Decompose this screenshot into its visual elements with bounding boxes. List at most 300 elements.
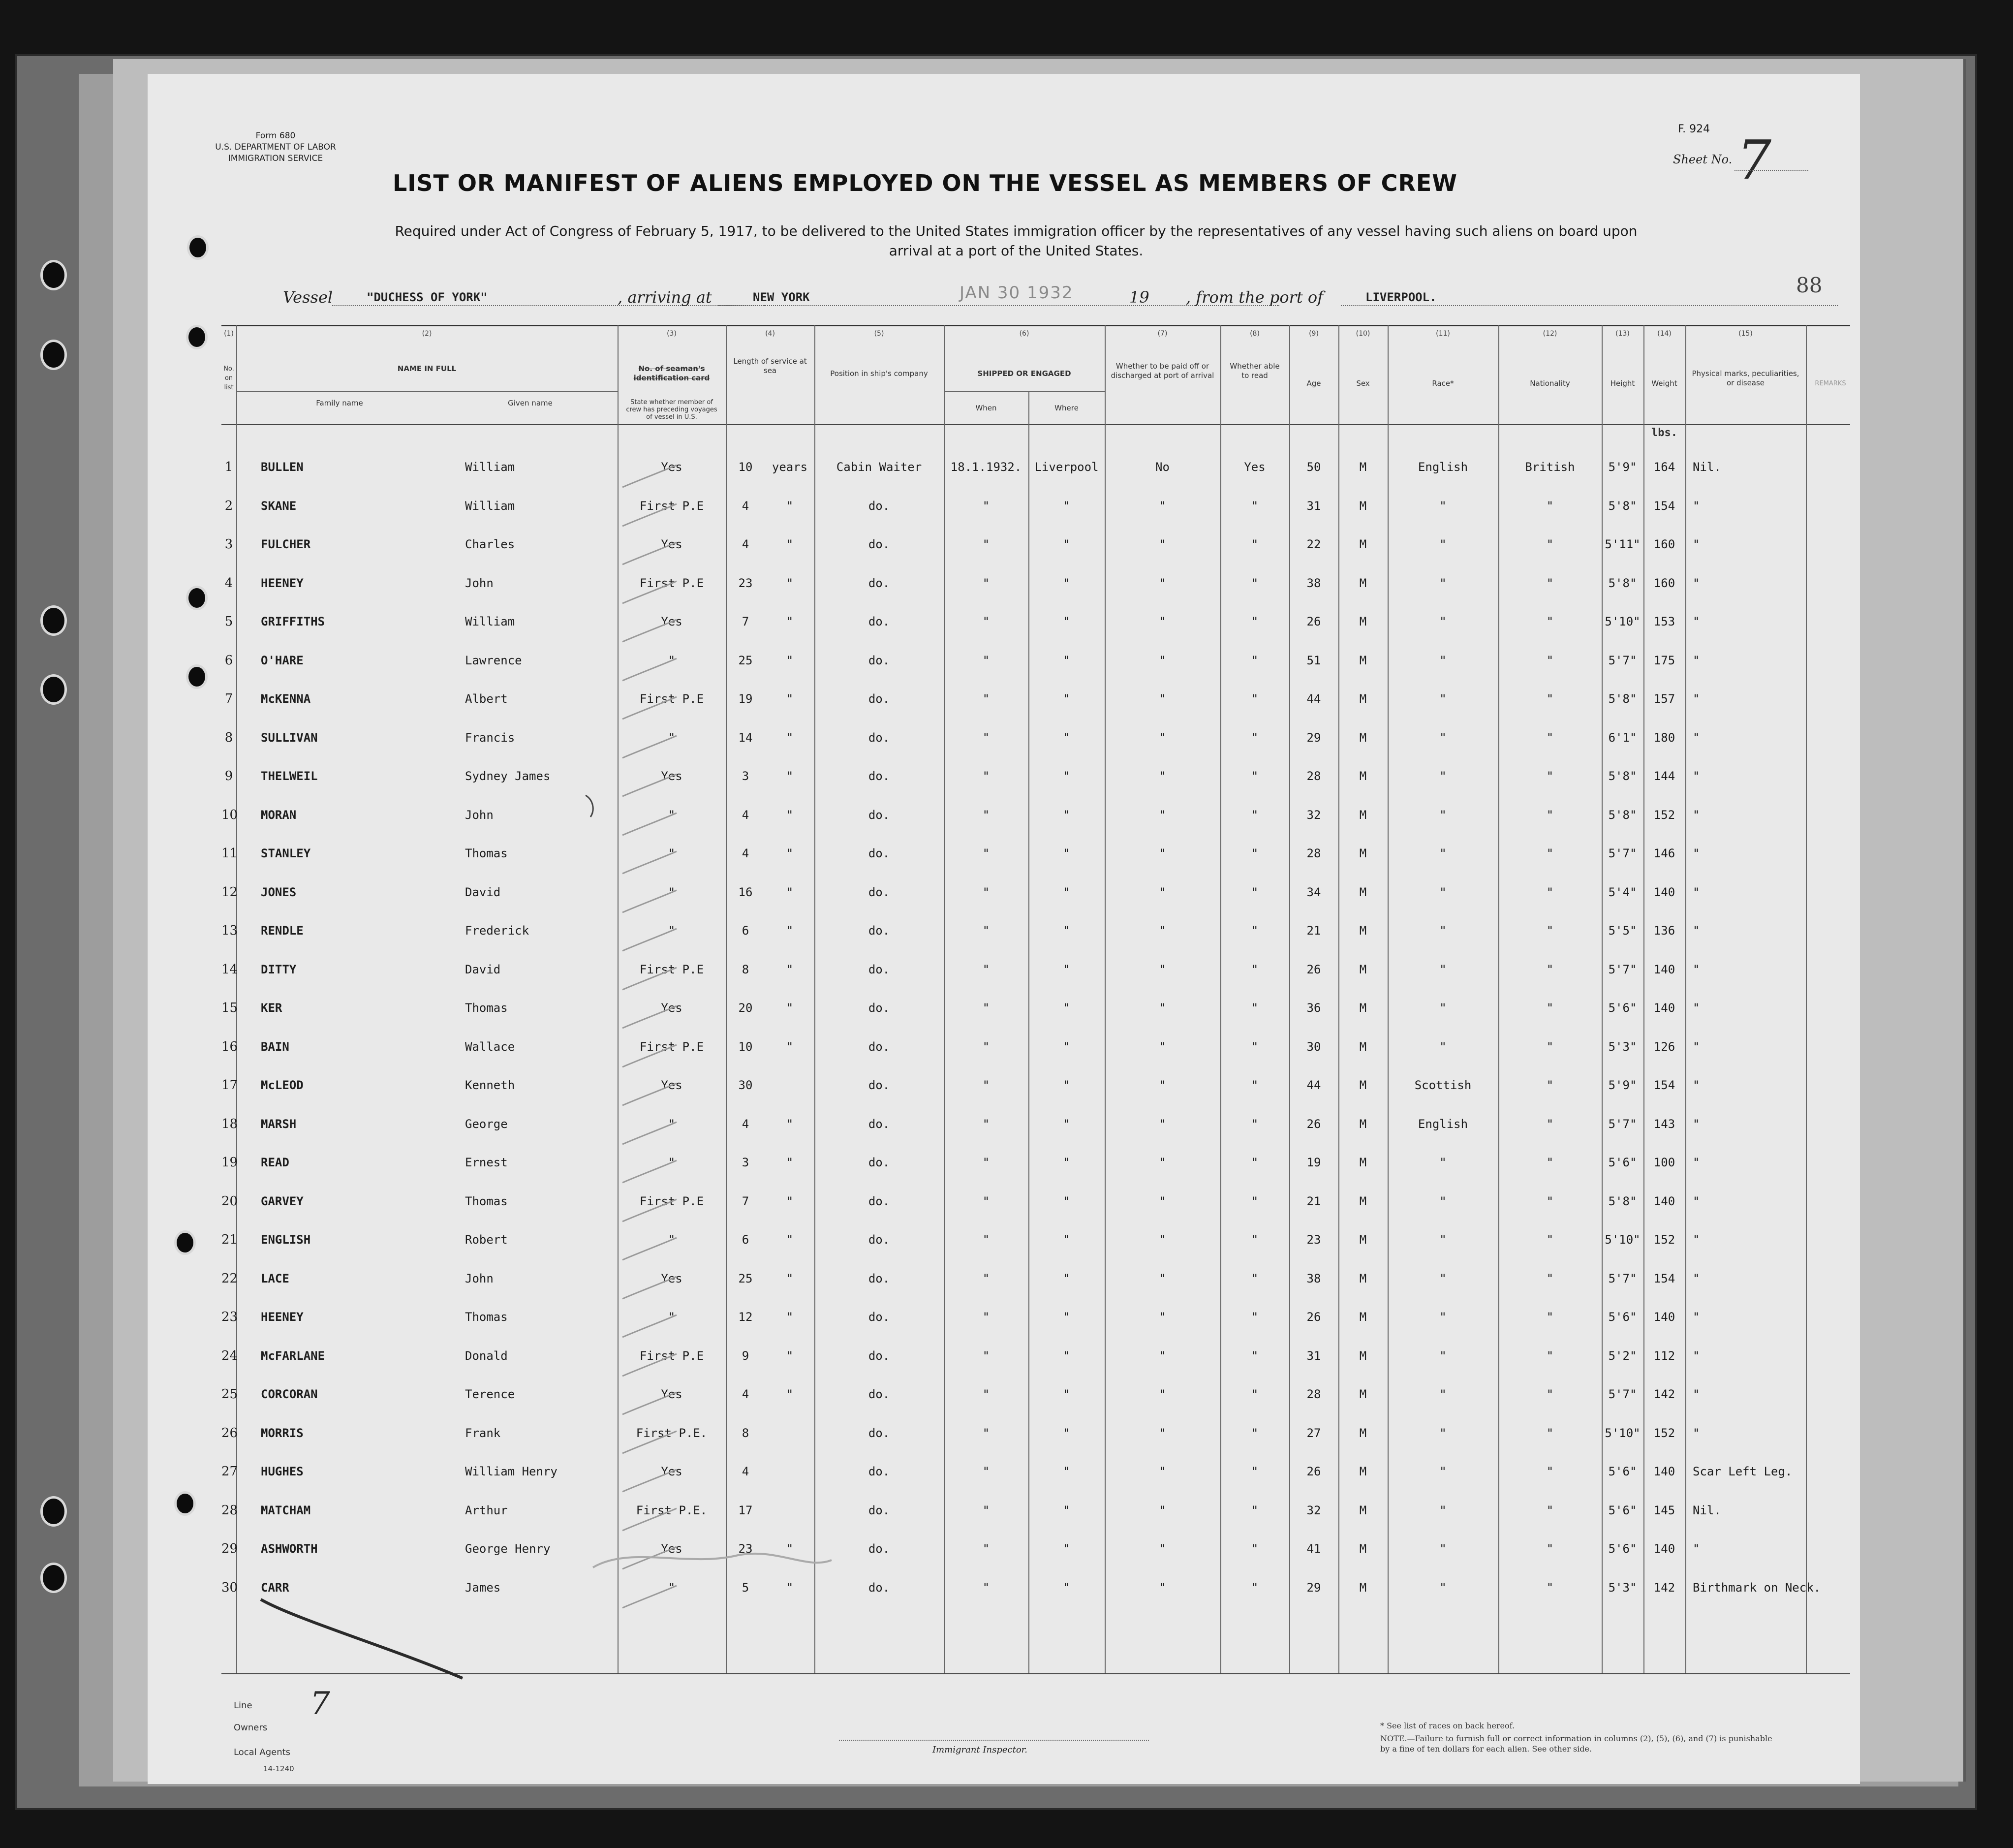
cell-when: " <box>982 615 990 628</box>
cell-marks: " <box>1693 499 1700 513</box>
cell-read: " <box>1251 1194 1259 1208</box>
cell-position: do. <box>868 885 890 899</box>
weight-unit: lbs. <box>1651 427 1677 439</box>
cell-height: 5'7" <box>1608 653 1637 667</box>
cell-age: 28 <box>1306 769 1321 783</box>
cell-marks: " <box>1693 769 1700 783</box>
header-length-service: Length of service at sea <box>733 357 807 375</box>
cell-paid: " <box>1159 846 1166 860</box>
arrival-date-stamp: JAN 30 1932 <box>960 283 1074 303</box>
cell-position: do. <box>868 924 890 938</box>
col-num-5: (5) <box>874 330 884 338</box>
cell-marks: " <box>1693 962 1700 976</box>
cell-where: " <box>1063 1465 1070 1478</box>
cell-paid: " <box>1159 1465 1166 1478</box>
cell-no: 24 <box>221 1348 238 1363</box>
cell-family: SULLIVAN <box>261 730 318 745</box>
cell-no: 22 <box>221 1271 238 1286</box>
cell-position: do. <box>868 846 890 860</box>
cell-where: " <box>1063 1117 1070 1131</box>
cell-paid: " <box>1159 1001 1166 1015</box>
cell-age: 38 <box>1306 1271 1321 1285</box>
cell-sex: M <box>1359 1387 1367 1401</box>
cell-height: 5'6" <box>1608 1465 1637 1478</box>
cell-position: do. <box>868 1387 890 1401</box>
cell-paid: " <box>1159 537 1166 551</box>
cell-weight: 140 <box>1653 1194 1675 1208</box>
cell-read: " <box>1251 615 1259 628</box>
cell-family: McKENNA <box>261 692 311 706</box>
col-num-9: (9) <box>1309 330 1319 338</box>
cell-where: " <box>1063 1542 1070 1556</box>
cell-paid: " <box>1159 576 1166 590</box>
cell-sex: M <box>1359 1348 1367 1363</box>
cell-family: McFARLANE <box>261 1348 325 1363</box>
cell-when: " <box>982 1078 990 1092</box>
cell-sex: M <box>1359 1001 1367 1015</box>
cell-age: 41 <box>1306 1542 1321 1556</box>
cell-height: 5'8" <box>1608 576 1637 590</box>
header-weight: Weight <box>1651 379 1677 388</box>
cell-card: Yes <box>661 1542 682 1556</box>
cell-service: 12 <box>738 1310 753 1324</box>
cell-nationality: " <box>1546 1465 1554 1478</box>
vessel-name: "DUCHESS OF YORK" <box>367 290 488 304</box>
race-note: * See list of races on back hereof. <box>1380 1721 1515 1730</box>
cell-height: 5'7" <box>1608 846 1637 860</box>
cell-age: 29 <box>1306 1580 1321 1595</box>
cell-sex: M <box>1359 924 1367 938</box>
col-num-15: (15) <box>1738 330 1753 338</box>
cell-paid: " <box>1159 1310 1166 1324</box>
cell-service: 6 <box>742 924 749 938</box>
cell-service: 9 <box>742 1348 749 1363</box>
cell-height: 5'6" <box>1608 1156 1637 1169</box>
cell-paid: " <box>1159 1117 1166 1131</box>
cell-age: 21 <box>1306 1194 1321 1208</box>
cell-race: English <box>1418 460 1468 474</box>
cell-age: 36 <box>1306 1001 1321 1015</box>
cell-height: 5'6" <box>1608 1542 1637 1556</box>
cell-service: 6 <box>742 1233 749 1247</box>
cell-read: " <box>1251 1580 1259 1595</box>
cell-marks: " <box>1693 1194 1700 1208</box>
cell-when: " <box>982 1465 990 1478</box>
cell-no: 1 <box>224 460 233 474</box>
cell-where: " <box>1063 653 1070 667</box>
cell-race: " <box>1439 808 1447 822</box>
cell-service: 4 <box>742 808 749 822</box>
cell-family: DITTY <box>261 962 297 976</box>
cell-age: 26 <box>1306 1465 1321 1478</box>
col-num-7: (7) <box>1157 330 1168 338</box>
cell-no: 27 <box>221 1464 238 1479</box>
cell-when: " <box>982 885 990 899</box>
cell-card: Yes <box>661 1001 682 1015</box>
cell-paid: " <box>1159 1503 1166 1517</box>
header-when: When <box>975 404 997 412</box>
cell-nationality: " <box>1546 846 1554 860</box>
cell-age: 51 <box>1306 653 1321 667</box>
binder-hole <box>40 260 67 290</box>
cell-race: " <box>1439 615 1447 628</box>
cell-family: KER <box>261 1001 282 1015</box>
margin-number: 88 <box>1796 273 1823 297</box>
cell-service: 10 <box>738 460 753 474</box>
cell-read: " <box>1251 692 1259 706</box>
cell-where: " <box>1063 769 1070 783</box>
cell-weight: 180 <box>1653 730 1675 745</box>
header-position: Position in ship's company <box>830 369 928 378</box>
cell-card: " <box>668 885 676 899</box>
cell-card: Yes <box>661 769 682 783</box>
cell-sex: M <box>1359 460 1367 474</box>
cell-unit: " <box>786 1542 794 1556</box>
cell-where: " <box>1063 962 1070 976</box>
cell-given: Frank <box>465 1426 501 1440</box>
form-number: Form 680 <box>255 131 296 141</box>
col-num-3: (3) <box>667 330 677 338</box>
cell-service: 17 <box>738 1503 753 1517</box>
cell-read: " <box>1251 1078 1259 1092</box>
cell-weight: 140 <box>1653 1001 1675 1015</box>
cell-when: " <box>982 808 990 822</box>
cell-read: Yes <box>1244 460 1266 474</box>
cell-race: " <box>1439 537 1447 551</box>
cell-unit: " <box>786 1387 794 1401</box>
cell-nationality: " <box>1546 1387 1554 1401</box>
cell-sex: M <box>1359 1271 1367 1285</box>
cell-no: 9 <box>224 769 233 783</box>
cell-marks: Scar Left Leg. <box>1693 1465 1793 1478</box>
cell-age: 23 <box>1306 1233 1321 1247</box>
cell-sex: M <box>1359 1078 1367 1092</box>
cell-given: William <box>465 499 515 513</box>
cell-paid: " <box>1159 1542 1166 1556</box>
cell-marks: " <box>1693 1001 1700 1015</box>
cell-family: JONES <box>261 885 297 899</box>
cell-marks: " <box>1693 1117 1700 1131</box>
cell-unit: " <box>786 1348 794 1363</box>
cell-weight: 146 <box>1653 846 1675 860</box>
cell-read: " <box>1251 1117 1259 1131</box>
cell-age: 38 <box>1306 576 1321 590</box>
cell-given: James <box>465 1580 501 1595</box>
cell-family: MATCHAM <box>261 1503 311 1517</box>
cell-read: " <box>1251 576 1259 590</box>
cell-service: 19 <box>738 692 753 706</box>
cell-sex: M <box>1359 653 1367 667</box>
cell-race: " <box>1439 1271 1447 1285</box>
cell-read: " <box>1251 1503 1259 1517</box>
cell-service: 20 <box>738 1001 753 1015</box>
cell-paid: " <box>1159 1039 1166 1054</box>
cell-weight: 100 <box>1653 1156 1675 1169</box>
cell-family: THELWEIL <box>261 769 318 783</box>
cell-given: William Henry <box>465 1465 557 1478</box>
cell-height: 5'8" <box>1608 769 1637 783</box>
cell-given: Thomas <box>465 846 508 860</box>
cell-sex: M <box>1359 808 1367 822</box>
cell-race: " <box>1439 769 1447 783</box>
cell-unit: " <box>786 1156 794 1169</box>
header-able-read: Whether able to read <box>1230 362 1280 380</box>
cell-marks: " <box>1693 537 1700 551</box>
cell-where: " <box>1063 1503 1070 1517</box>
cell-height: 5'6" <box>1608 1310 1637 1324</box>
footer-line-label: Line <box>234 1700 252 1711</box>
cell-weight: 157 <box>1653 692 1675 706</box>
cell-when: " <box>982 1271 990 1285</box>
cell-service: 3 <box>742 769 749 783</box>
cell-card: Yes <box>661 1078 682 1092</box>
cell-given: Terence <box>465 1387 515 1401</box>
inspector-label: Immigrant Inspector. <box>932 1745 1028 1755</box>
cell-nationality: " <box>1546 615 1554 628</box>
cell-age: 44 <box>1306 692 1321 706</box>
cell-unit: " <box>786 1039 794 1054</box>
cell-card: First P.E <box>639 499 704 513</box>
cell-nationality: " <box>1546 1001 1554 1015</box>
cell-where: " <box>1063 924 1070 938</box>
cell-unit: " <box>786 1001 794 1015</box>
cell-age: 26 <box>1306 1310 1321 1324</box>
cell-family: CARR <box>261 1580 289 1595</box>
cell-where: " <box>1063 846 1070 860</box>
header-paid-off: Whether to be paid off or discharged at port of arrival <box>1111 362 1214 380</box>
cell-read: " <box>1251 1271 1259 1285</box>
cell-position: do. <box>868 1156 890 1169</box>
cell-read: " <box>1251 1310 1259 1324</box>
cell-where: " <box>1063 576 1070 590</box>
cell-race: " <box>1439 1001 1447 1015</box>
cell-when: " <box>982 1039 990 1054</box>
cell-nationality: " <box>1546 1078 1554 1092</box>
cell-sex: M <box>1359 576 1367 590</box>
cell-when: " <box>982 1348 990 1363</box>
cell-race: " <box>1439 1426 1447 1440</box>
pen-stroke <box>261 1599 463 1678</box>
cell-marks: " <box>1693 1039 1700 1054</box>
col-num-8: (8) <box>1250 330 1260 338</box>
cell-given: Sydney James <box>465 769 551 783</box>
cell-given: David <box>465 885 501 899</box>
cell-height: 5'5" <box>1608 924 1637 938</box>
cell-age: 28 <box>1306 1387 1321 1401</box>
cell-weight: 143 <box>1653 1117 1675 1131</box>
cell-family: FULCHER <box>261 537 311 551</box>
cell-service: 25 <box>738 1271 753 1285</box>
cell-when: " <box>982 499 990 513</box>
cell-height: 5'7" <box>1608 1271 1637 1285</box>
cell-weight: 112 <box>1653 1348 1675 1363</box>
header-physical-marks: Physical marks, peculiarities, or disease <box>1692 369 1799 387</box>
cell-no: 28 <box>221 1503 238 1518</box>
cell-family: HEENEY <box>261 1310 304 1324</box>
cell-when: " <box>982 962 990 976</box>
cell-nationality: " <box>1546 1271 1554 1285</box>
cell-family: STANLEY <box>261 846 311 860</box>
cell-service: 5 <box>742 1580 749 1595</box>
cell-race: " <box>1439 1503 1447 1517</box>
cell-paid: " <box>1159 1580 1166 1595</box>
cell-age: 30 <box>1306 1039 1321 1054</box>
cell-given: Albert <box>465 692 508 706</box>
cell-sex: M <box>1359 1233 1367 1247</box>
cell-nationality: British <box>1525 460 1575 474</box>
cell-no: 12 <box>221 884 238 900</box>
cell-position: do. <box>868 1542 890 1556</box>
cell-service: 16 <box>738 885 753 899</box>
col-num-11: (11) <box>1436 330 1450 338</box>
cell-marks: " <box>1693 1387 1700 1401</box>
cell-sex: M <box>1359 885 1367 899</box>
cell-age: 34 <box>1306 885 1321 899</box>
cell-height: 5'8" <box>1608 1194 1637 1208</box>
cell-position: do. <box>868 1426 890 1440</box>
cell-when: " <box>982 1310 990 1324</box>
cell-marks: " <box>1693 1156 1700 1169</box>
cell-weight: 154 <box>1653 499 1675 513</box>
cell-marks: " <box>1693 1078 1700 1092</box>
cell-service: 8 <box>742 962 749 976</box>
cell-nationality: " <box>1546 1156 1554 1169</box>
cell-unit: " <box>786 846 794 860</box>
cell-age: 26 <box>1306 615 1321 628</box>
cell-no: 21 <box>221 1232 238 1247</box>
cell-sex: M <box>1359 1310 1367 1324</box>
cell-given: William <box>465 615 515 628</box>
cell-card: First P.E <box>639 576 704 590</box>
cell-position: do. <box>868 1348 890 1363</box>
col-num-4: (4) <box>765 330 775 338</box>
cell-unit: " <box>786 1194 794 1208</box>
cell-nationality: " <box>1546 1039 1554 1054</box>
cell-marks: " <box>1693 1271 1700 1285</box>
cell-family: HEENEY <box>261 576 304 590</box>
cell-card: " <box>668 808 676 822</box>
cell-card: " <box>668 846 676 860</box>
cell-service: 8 <box>742 1426 749 1440</box>
cell-height: 5'10" <box>1605 1426 1641 1440</box>
cell-position: do. <box>868 1039 890 1054</box>
cell-marks: Birthmark on Neck. <box>1693 1580 1821 1595</box>
cell-paid: " <box>1159 1426 1166 1440</box>
cell-when: " <box>982 1117 990 1131</box>
cell-position: do. <box>868 1310 890 1324</box>
cell-weight: 153 <box>1653 615 1675 628</box>
cell-unit: " <box>786 692 794 706</box>
cell-race: " <box>1439 885 1447 899</box>
cell-height: 5'9" <box>1608 460 1637 474</box>
cell-when: " <box>982 1001 990 1015</box>
cell-age: 26 <box>1306 962 1321 976</box>
cell-unit: " <box>786 1233 794 1247</box>
cell-paid: " <box>1159 653 1166 667</box>
cell-weight: 164 <box>1653 460 1675 474</box>
binder-hole <box>40 605 67 636</box>
cell-when: " <box>982 769 990 783</box>
cell-when: " <box>982 1156 990 1169</box>
header-no-on-list: No. on list <box>223 365 234 391</box>
cell-unit: " <box>786 499 794 513</box>
cell-service: 4 <box>742 1465 749 1478</box>
cell-unit: " <box>786 615 794 628</box>
cell-position: Cabin Waiter <box>836 460 922 474</box>
cell-nationality: " <box>1546 1310 1554 1324</box>
cell-read: " <box>1251 1348 1259 1363</box>
cell-no: 4 <box>224 575 233 591</box>
cell-height: 5'8" <box>1608 692 1637 706</box>
cell-race: " <box>1439 730 1447 745</box>
cell-weight: 140 <box>1653 1465 1675 1478</box>
from-port-label: , from the port of <box>1186 288 1324 307</box>
cell-read: " <box>1251 730 1259 745</box>
cell-unit: " <box>786 1310 794 1324</box>
cell-unit: " <box>786 1580 794 1595</box>
cell-card: Yes <box>661 615 682 628</box>
cell-given: Arthur <box>465 1503 508 1517</box>
cell-given: John <box>465 808 494 822</box>
cell-paid: " <box>1159 1078 1166 1092</box>
cell-race: " <box>1439 692 1447 706</box>
cell-paid: " <box>1159 1194 1166 1208</box>
cell-height: 5'7" <box>1608 1117 1637 1131</box>
cell-weight: 154 <box>1653 1271 1675 1285</box>
cell-marks: " <box>1693 653 1700 667</box>
cell-sex: M <box>1359 1503 1367 1517</box>
cell-where: " <box>1063 885 1070 899</box>
cell-position: do. <box>868 1271 890 1285</box>
cell-sex: M <box>1359 1117 1367 1131</box>
header-name-in-full: NAME IN FULL <box>397 364 457 373</box>
cell-sex: M <box>1359 537 1367 551</box>
subtitle-line-2: arrival at a port of the United States. <box>889 243 1144 259</box>
cell-family: GRIFFITHS <box>261 615 325 628</box>
cell-read: " <box>1251 1001 1259 1015</box>
cell-race: " <box>1439 1465 1447 1478</box>
cell-no: 8 <box>224 730 233 745</box>
cell-age: 44 <box>1306 1078 1321 1092</box>
inspector-line <box>839 1740 1149 1741</box>
cell-given: Thomas <box>465 1001 508 1015</box>
cell-given: John <box>465 576 494 590</box>
cell-where: " <box>1063 1233 1070 1247</box>
cell-nationality: " <box>1546 1426 1554 1440</box>
cell-age: 50 <box>1306 460 1321 474</box>
cell-weight: 175 <box>1653 653 1675 667</box>
cell-where: " <box>1063 1271 1070 1285</box>
cell-where: " <box>1063 1580 1070 1595</box>
cell-nationality: " <box>1546 769 1554 783</box>
arriving-label: , arriving at <box>618 288 712 307</box>
cell-height: 5'9" <box>1608 1078 1637 1092</box>
cell-marks: " <box>1693 885 1700 899</box>
cell-sex: M <box>1359 692 1367 706</box>
cell-family: ENGLISH <box>261 1233 311 1247</box>
cell-race: English <box>1418 1117 1468 1131</box>
cell-nationality: " <box>1546 653 1554 667</box>
cell-nationality: " <box>1546 1194 1554 1208</box>
cell-weight: 136 <box>1653 924 1675 938</box>
cell-height: 5'7" <box>1608 962 1637 976</box>
cell-where: " <box>1063 1039 1070 1054</box>
cell-where: " <box>1063 499 1070 513</box>
cell-position: do. <box>868 808 890 822</box>
cell-race: " <box>1439 1233 1447 1247</box>
cell-read: " <box>1251 537 1259 551</box>
col-num-10: (10) <box>1356 330 1370 338</box>
